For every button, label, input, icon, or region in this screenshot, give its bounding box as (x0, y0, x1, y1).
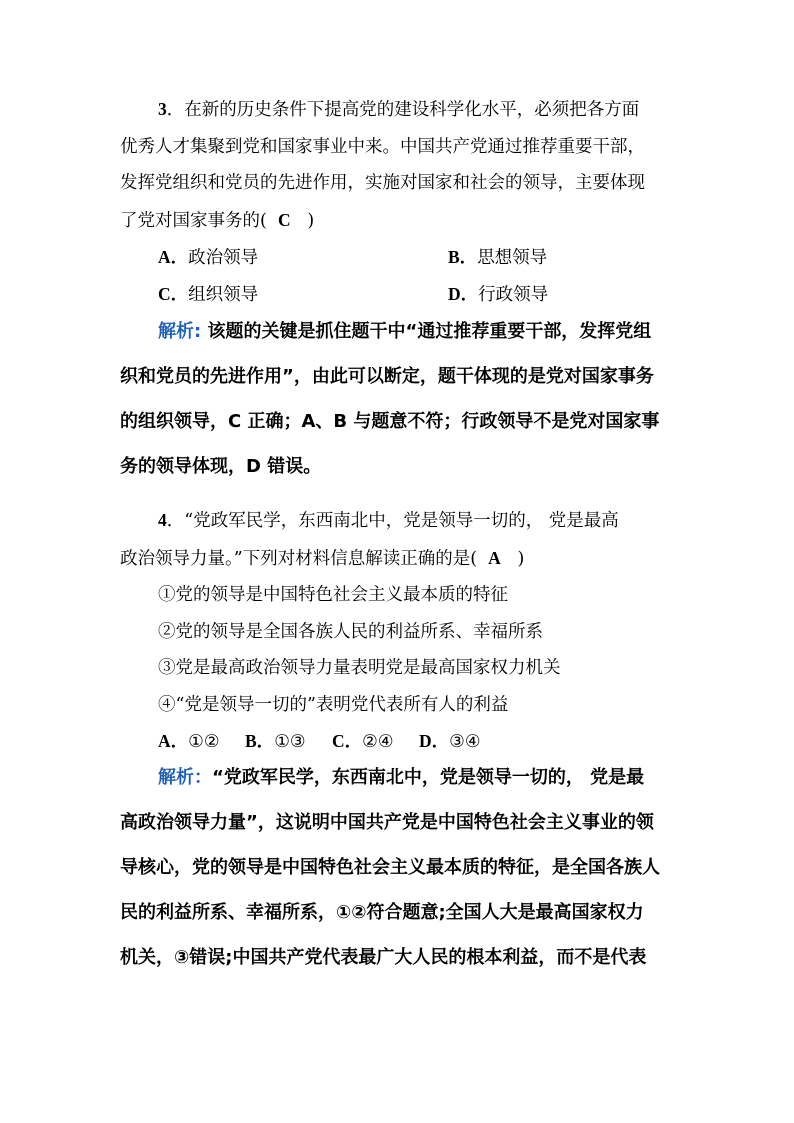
explanation-line: 民的利益所系、幸福所系，①②符合题意;全国人大是最高国家权力 (120, 902, 644, 923)
answer-letter: A (488, 547, 501, 568)
statement-3: ③党是最高政治领导力量表明党是最高国家权力机关 (158, 658, 561, 678)
explanation-line: 解析: 该题的关键是抓住题干中“通过推荐重要干部，发挥党组 (158, 321, 652, 342)
explanation-label: 解析 (158, 767, 194, 788)
explanation-3 (120, 309, 676, 489)
option-a: A．政治领导 (158, 247, 259, 268)
statement-2: ②党的领导是全国各族人民的利益所系、幸福所系 (158, 621, 543, 642)
explanation-line: 机关，③错误;中国共产党代表最广大人民的根本利益，而不是代表 (120, 947, 647, 968)
statement-1: ①党的领导是中国特色社会主义最本质的特征 (158, 585, 508, 605)
question-4 (120, 502, 676, 760)
statement-4: ④“党是领导一切的”表明党代表所有人的利益 (158, 694, 509, 715)
option-d: D．行政领导 (448, 283, 549, 305)
question-4-stem-line: 政治领导力量。”下列对材料信息解读正确的是( A ) (120, 547, 525, 569)
explanation-line: 解析：“党政军民学，东西南北中，党是领导一切的， 党是最 (158, 767, 645, 788)
explanation-line: 的组织领导，C 正确；A、B 与题意不符；行政领导不是党对国家事 (120, 411, 660, 432)
question-3 (120, 91, 676, 312)
option-c: C．组织领导 (158, 283, 259, 305)
explanation-line: 织和党员的先进作用”，由此可以断定，题干体现的是党对国家事务 (120, 366, 654, 387)
question-3-options-row (120, 239, 676, 276)
question-3-options-row (120, 276, 676, 313)
explanation-label: 解析 (158, 321, 194, 342)
explanation-line: 高政治领导力量”，这说明中国共产党是中国特色社会主义事业的领 (120, 812, 654, 833)
question-4-stem-line: 4．“党政军民学，东西南北中，党是领导一切的， 党是最高 (158, 510, 619, 531)
explanation-4 (120, 755, 676, 980)
question-3-stem-line: 优秀人才集聚到党和国家事业中来。中国共产党通过推荐重要干部， (120, 136, 645, 157)
question-number: 4 (158, 510, 167, 530)
explanation-line: 导核心，党的领导是中国特色社会主义最本质的特征，是全国各族人 (120, 857, 660, 878)
question-3-stem-line: 3．在新的历史条件下提高党的建设科学化水平，必须把各方面 (158, 99, 640, 120)
question-3-stem-line: 发挥党组织和党员的先进作用，实施对国家和社会的领导，主要体现 (120, 173, 645, 193)
option-b: B．思想领导 (448, 247, 548, 268)
explanation-line: 务的领导体现，D 错误。 (120, 456, 322, 477)
option-a: A．①② (158, 731, 220, 752)
option-c: C．②④ (332, 731, 394, 752)
option-d: D．③④ (419, 731, 481, 752)
question-3-stem-line: 了党对国家事务的( C ) (120, 209, 315, 231)
option-b: B．①③ (245, 731, 306, 752)
answer-letter: C (277, 209, 291, 230)
question-number: 3 (158, 99, 167, 119)
